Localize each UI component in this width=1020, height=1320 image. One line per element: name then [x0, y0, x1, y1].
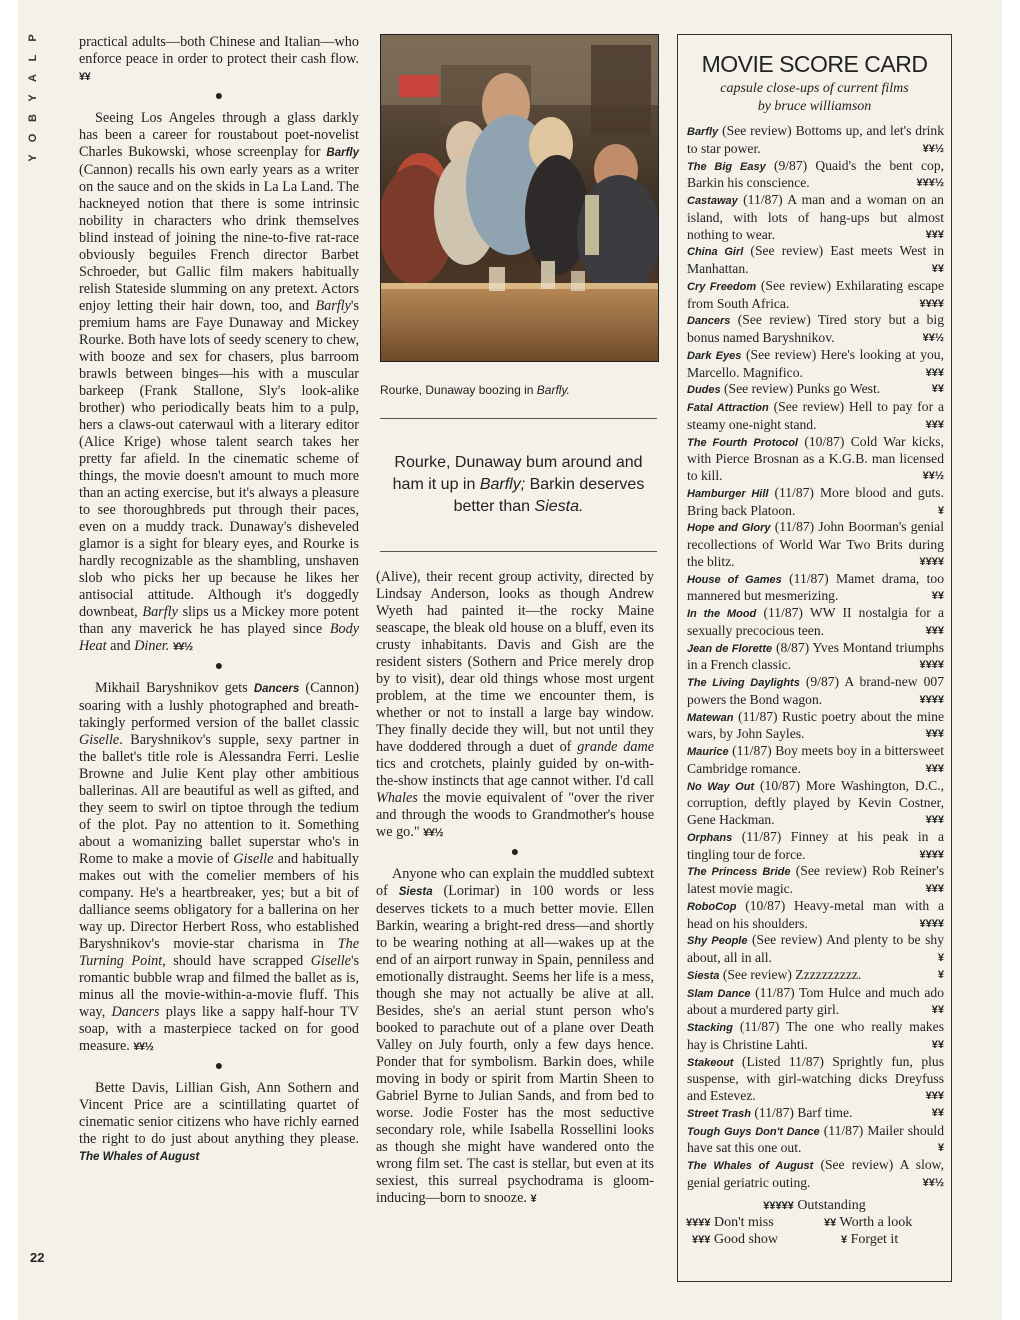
separator: ● — [214, 89, 224, 104]
rating: ¥¥½ — [423, 827, 444, 839]
divider-top — [380, 418, 657, 419]
pull-quote: Rourke, Dunaway bum around and ham it up in Barfly; Barkin deserves better than Siesta. — [392, 454, 645, 515]
rating-legend: ¥¥¥¥¥ Outstanding ¥¥¥¥ Don't miss ¥¥ Worth a look ¥¥¥ Good show ¥ Forget it — [686, 1198, 913, 1247]
score-card-entry: Stacking (11/87) The one who really makes hay is Christine Lahti. ¥¥ — [687, 1019, 944, 1052]
score-card-entry: China Girl (See review) East meets West in Manhattan. ¥¥ — [687, 243, 944, 276]
score-card-title: MOVIE SCORE CARD — [701, 51, 928, 77]
review-barfly: Seeing Los Angeles through a glass darkly has been a career for roustabout poet-novelist Charles Bukowski, whose screenplay for Barfly (Cannon) recalls his own early years as a writer on the sauce and on the skids in La La Land. The hackneyed notion that there is some intrinsic nobility in characters who drink themselves blind instead of joining the nine-to-five rat-race obviously beguiles French director Barbet Schroeder, but Gallic film makers habitually relish Stateside slumming on any pretext. Actors enjoy letting their hair down, too, and Barfly's premium hams are Faye Dunaway and Mickey Rourke. Both have lots of seedy scenery to chew, with booze and sex for chasers, plus barroom brawls between binges—his with a muscular barkeep (Frank Stallone, Sly's look-alike brother) who periodically beats him to a pulp, hers a claws-out caterwaul with a literary editor (Alice Krige) whose talent search takes her pretty far afield. In the cinematic scheme of things, the movie doesn't amount to much more than an acting exercise, but it's always a pleasure to see thoroughbreds put through their paces, even on a muddy track. Dunaway's disheveled glamor is a sight for bleary eyes, and Rourke is hardly recognizable as the shambling, unshaven slob who picks her up because he likes her antisocial attitude. Although it's doggedly downbeat, Barfly slips us a Mickey more potent than any maverick he has played since Body Heat and Diner. ¥¥½ — [79, 110, 359, 654]
review-whales-start: Bette Davis, Lillian Gish, Ann Sothern and Vincent Price are a scintillating quartet of cinematic senior citizens who have richly earned the right to do just about anything they please. The Whales of August — [79, 1080, 359, 1163]
score-card-entry: Hope and Glory (11/87) John Boorman's genial recollections of World War Two Brits during the blitz. ¥¥¥¥ — [687, 519, 944, 569]
score-card-entry: Maurice (11/87) Boy meets boy in a bittersweet Cambridge romance. ¥¥¥ — [687, 743, 944, 776]
masthead-vertical: P L A Y B O Y — [27, 34, 39, 162]
score-card-entry: The Living Daylights (9/87) A brand-new 007 powers the Bond wagon. ¥¥¥¥ — [687, 674, 944, 707]
review-siesta: Anyone who can explain the muddled subtext of Siesta (Lorimar) in 100 words or less deserves tickets to a much better movie. Ellen Barkin, wearing a bright-red dress—and shortly to be wearing nothing at all—wakes up at the end of an airport runway in Spain, penniless and emotionally distraught. Seems her life is a mess, though she may not actually be alive at all. Besides, she's an aerial stunt person who's booked to parachute out of a plane over Death Valley on July fourth, only a few days hence. Ponder that for symbolism. Barkin does, while moving in body or spirit from Martin Sheen to Gabriel Byrne to Julian Sands, and from bed to worse. Jodie Foster has the most seductive secondary role, while Isabella Rossellini looks as though she might have wandered onto the wrong film set. The cast is stellar, but even at its sexiest, this surreal psychodrama is gloom-inducing—born to snooze. ¥ — [376, 866, 654, 1206]
rating: ¥ — [530, 1193, 537, 1205]
score-card-entries — [687, 123, 944, 1192]
movie-score-card — [677, 34, 952, 1282]
rating: ¥¥½ — [172, 641, 193, 653]
score-card-entry: Orphans (11/87) Finney at his peak in a tingling tour de force. ¥¥¥¥ — [687, 828, 945, 862]
separator: ● — [214, 1059, 224, 1074]
score-card-entry: Shy People (See review) And plenty to be shy about, all in all. ¥ — [687, 932, 944, 965]
score-card-entry: Dudes (See review) Punks go West. ¥¥ — [687, 381, 944, 397]
score-card-entry: Barfly (See review) Bottoms up, and let's drink to star power. ¥¥½ — [687, 123, 944, 156]
bar-scene-image — [381, 35, 658, 361]
review-dancers: Mikhail Baryshnikov gets Dancers (Cannon) soaring with a lushly photographed and breath-takingly performed version of the ballet classic Giselle. Baryshnikov's supple, sexy partner in the ballet's title role is Alessandra Ferri. Leslie Browne and Julie Kent play other ambitious ballerinas. All are beautiful as well as gifted, and they seem to swirl on tiptoe through the tedium of the plot. Pay no attention to it. Something about a womanizing ballet superstar who's in Rome to make a movie of Giselle and habitually makes out with the comelier members of his company. He's a heartbreaker, yes; but a bit of dalliance seems obligatory for a ballerina on her way up. Director Herbert Ross, who established Baryshnikov's movie-star charisma in The Turning Point, should have scrapped Giselle's romantic bubble wrap and filmed the ballet as is, minus all the movie-within-a-movie fluff. This way, Dancers plays like a sappy half-hour TV soap, with a masterpiece tacked on for good measure. ¥¥½ — [79, 680, 360, 1054]
rating: ¥¥ — [79, 71, 91, 83]
score-card-entry: Tough Guys Don't Dance (11/87) Mailer should have sat this one out. ¥ — [687, 1122, 944, 1156]
score-card-entry: The Fourth Protocol (10/87) Cold War kicks, with Pierce Brosnan as a K.G.B. man licensed to kill. ¥¥½ — [687, 433, 944, 483]
score-card-entry: The Whales of August (See review) A slow, genial geriatric outing. ¥¥½ — [687, 1157, 945, 1190]
score-card-entry: Stakeout (Listed 11/87) Sprightly fun, plus suspense, with girl-watching dicks Dreyfuss and Estevez. ¥¥¥ — [687, 1053, 944, 1103]
score-card-entry: Fatal Attraction (See review) Hell to pay for a steamy one-night stand. ¥¥¥ — [687, 399, 945, 432]
score-card-entry: In the Mood (11/87) WW II nostalgia for a sexually precocious teen. ¥¥¥ — [687, 605, 944, 638]
barfly-photo — [380, 34, 659, 362]
middle-column — [376, 569, 654, 1208]
score-card-entry: The Princess Bride (See review) Rob Reiner's latest movie magic. ¥¥¥ — [687, 863, 944, 896]
score-card-entry: Castaway (11/87) A man and a woman on an island, with lots of hang-ups but almost nothing to wear. ¥¥¥ — [687, 192, 944, 242]
score-card-entry: No Way Out (10/87) More Washington, D.C., corruption, deftly played by Kevin Costner, Gene Hackman. ¥¥¥ — [687, 777, 944, 827]
score-card-subtitle: capsule close-ups of current films by bruce williamson — [720, 81, 909, 114]
score-card-entry: RoboCop (10/87) Heavy-metal man with a head on his shoulders. ¥¥¥¥ — [687, 897, 945, 931]
score-card-entry: Siesta (See review) Zzzzzzzzzz. ¥ — [687, 966, 944, 982]
photo-caption: Rourke, Dunaway boozing in Barfly. — [380, 383, 570, 397]
separator: ● — [510, 845, 520, 860]
score-card-entry: Street Trash (11/87) Barf time. ¥¥ — [687, 1104, 944, 1120]
score-card-entry: House of Games (11/87) Mamet drama, too mannered but mesmerizing. ¥¥ — [687, 570, 944, 604]
rating: ¥¥½ — [133, 1041, 154, 1053]
left-column — [79, 34, 359, 1166]
separator: ● — [214, 659, 224, 674]
score-card-entry: The Big Easy (9/87) Quaid's the bent cop, Barkin his conscience. ¥¥¥½ — [687, 157, 945, 191]
score-card-entry: Slam Dance (11/87) Tom Hulce and much ado about a murdered party girl. ¥¥ — [687, 984, 944, 1018]
paragraph-intro: practical adults—both Chinese and Italian—who enforce peace in order to protect their cash flow. ¥¥ — [79, 34, 359, 83]
score-card-entry: Dancers (See review) Tired story but a big bonus named Baryshnikov. ¥¥½ — [687, 312, 944, 345]
page-number: 22 — [30, 1250, 45, 1265]
review-whales-cont: (Alive), their recent group activity, directed by Lindsay Anderson, looks as though Andrew Wyeth had painted it—the rocky Maine seascape, the bleak old house on a bluff, even its crusty inhabitants. Davis and Gish are the resident sisters (Sothern and Price merely drop by to visit), dear old things whose most urgent problem, at the time we encounter them, is whether or not to install a large bay window. They finally decide they will, but not until they have doddered through a duet of grande dame tics and crotchets, plainly guided by on-with-the-show instincts that age cannot wither. I'd call Whales the movie equivalent of "over the river and through the woods to Grandmother's house we go." ¥¥½ — [376, 569, 654, 840]
score-card-entry: Matewan (11/87) Rustic poetry about the mine wars, by John Sayles. ¥¥¥ — [687, 708, 944, 742]
score-card-entry: Dark Eyes (See review) Here's looking at you, Marcello. Magnifico. ¥¥¥ — [687, 346, 944, 380]
score-card-entry: Jean de Florette (8/87) Yves Montand triumphs in a French classic. ¥¥¥¥ — [687, 639, 945, 673]
divider-bottom — [380, 551, 657, 552]
score-card-entry: Cry Freedom (See review) Exhilarating escape from South Africa. ¥¥¥¥ — [687, 277, 945, 311]
score-card-entry: Hamburger Hill (11/87) More blood and guts. Bring back Platoon. ¥ — [687, 484, 944, 518]
